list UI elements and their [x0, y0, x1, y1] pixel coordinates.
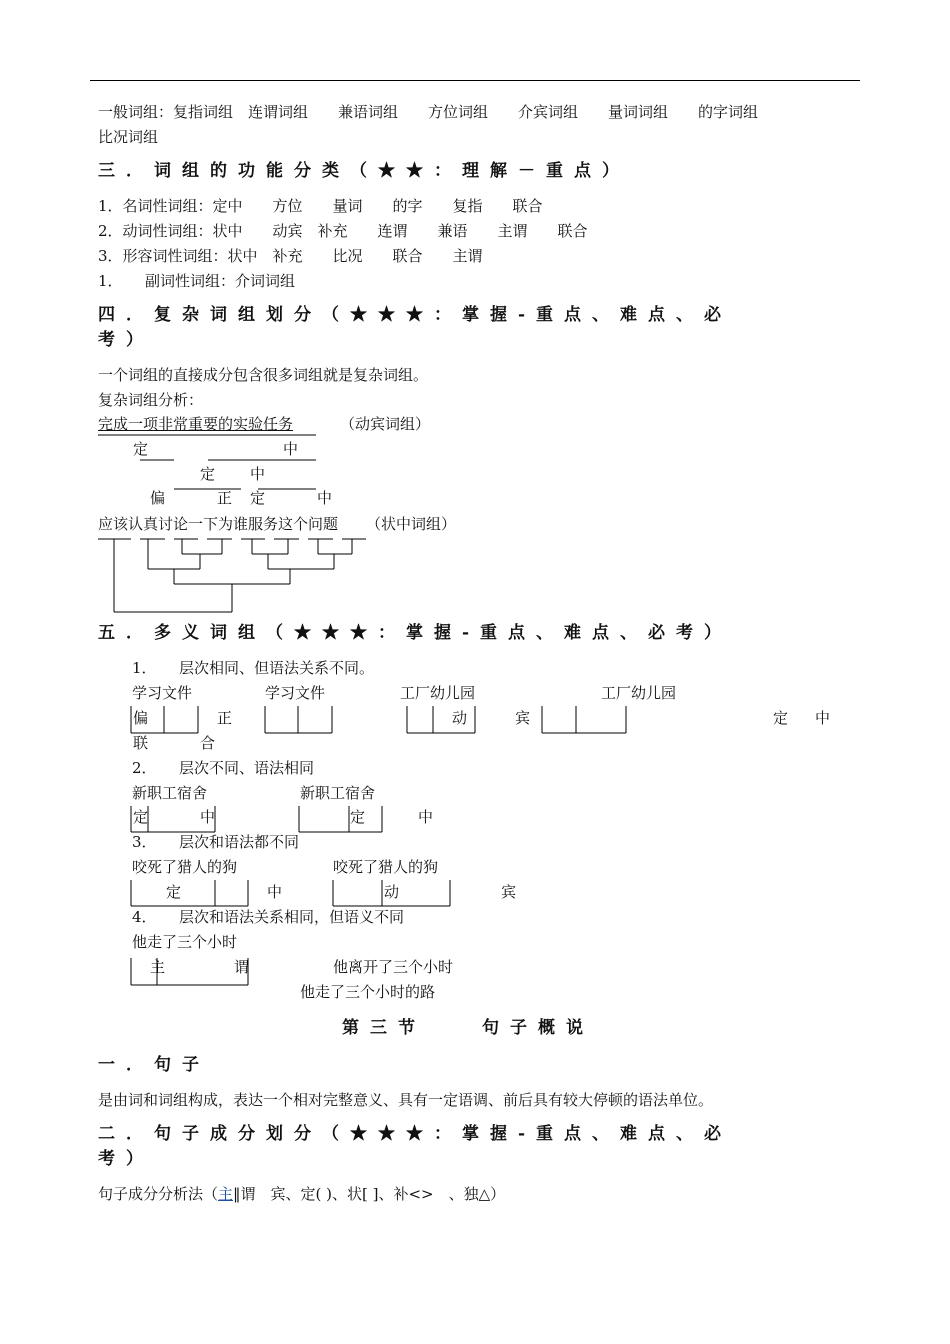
- section-5-heading: 五．多义词组（★★★：掌握-重点、难点、必考）: [98, 623, 733, 643]
- tree-label: 定: [250, 489, 266, 507]
- tree-label: 偏: [150, 489, 166, 507]
- tree-label: 中: [283, 440, 299, 458]
- s5-label: 正: [217, 709, 233, 727]
- section-4-heading-2: 考）: [98, 330, 154, 350]
- section-3-heading: 三．词组的功能分类（★★：理解－重点）: [98, 161, 630, 181]
- tree-label: 正: [217, 489, 233, 507]
- method-subject-link[interactable]: 主: [218, 1185, 234, 1203]
- s5-word: 他离开了三个小时: [333, 958, 454, 976]
- s5-label: 联: [133, 734, 149, 752]
- s5-word: 他走了三个小时: [132, 933, 238, 951]
- tree-label: 定: [200, 465, 216, 483]
- s5-word: 咬死了猎人的狗: [132, 858, 238, 876]
- section-4-heading: 四．复杂词组划分（★★★：掌握-重点、难点、必: [98, 305, 733, 325]
- s5-word: 咬死了猎人的狗: [333, 858, 439, 876]
- tree-label: 中: [317, 489, 333, 507]
- s5-word: 学习文件: [132, 684, 193, 702]
- s5-label: 宾: [515, 709, 531, 727]
- analysis-method: [98, 1185, 505, 1203]
- s5-point-3: 3． 层次和语法都不同: [132, 833, 300, 851]
- section-title: 第三节 句子概说: [342, 1018, 594, 1038]
- sentence-heading: 一．句子: [98, 1055, 210, 1075]
- s5-point-4: 4． 层次和语法关系相同，但语义不同: [132, 908, 405, 926]
- s5-label: 主: [150, 958, 166, 976]
- s3-item-3: 3．形容词性词组：状中 补充 比况 联合 主谓: [98, 247, 483, 265]
- phrase-types-line-2: 比况词组: [98, 128, 159, 146]
- sentence-definition: 是由词和词组构成，表达一个相对完整意义、具有一定语调、前后具有较大停顿的语法单位。: [98, 1091, 714, 1109]
- s5-word: 新职工宿舍: [132, 784, 208, 802]
- s5-label: 定: [166, 883, 182, 901]
- s5-label: 中: [267, 883, 283, 901]
- s5-label: 定: [350, 808, 366, 826]
- s5-label: 合: [200, 734, 216, 752]
- s4-analysis-label: 复杂词组分析：: [98, 391, 204, 409]
- example2-type: （状中词组）: [366, 515, 457, 533]
- s5-label: 动: [452, 709, 468, 727]
- example1-phrase: 完成一项非常重要的实验任务: [98, 415, 294, 433]
- s5-label: 定: [133, 808, 149, 826]
- s5-label: 动: [384, 883, 400, 901]
- s5-word: 学习文件: [265, 684, 326, 702]
- s5-word: 工厂幼儿园: [601, 684, 677, 702]
- s5-label: 定: [773, 709, 789, 727]
- s5-point-2: 2． 层次不同、语法相同: [132, 759, 315, 777]
- tree-label: 定: [133, 440, 149, 458]
- example2-phrase: 应该认真讨论一下为谁服务这个问题: [98, 515, 339, 533]
- s5-word: 他走了三个小时的路: [300, 983, 436, 1001]
- s5-word: 工厂幼儿园: [400, 684, 476, 702]
- example1-type: （动宾词组）: [340, 415, 431, 433]
- tree-label: 中: [250, 465, 266, 483]
- s5-label: 宾: [501, 883, 517, 901]
- method-prefix: 句子成分分析法（: [98, 1185, 219, 1203]
- top-rule: [90, 80, 860, 81]
- sentence-parts-heading: 二．句子成分划分（★★★：掌握-重点、难点、必: [98, 1124, 733, 1144]
- s5-label: 中: [815, 709, 831, 727]
- sentence-parts-heading-2: 考）: [98, 1149, 154, 1169]
- method-rest: ‖谓 宾、定( )、状[ ]、补<> 、独△）: [233, 1185, 506, 1203]
- s3-item-2: 2．动词性词组：状中 动宾 补充 连谓 兼语 主谓 联合: [98, 222, 588, 240]
- s5-label: 中: [200, 808, 216, 826]
- phrase-types-line: 一般词组：复指词组 连谓词组 兼语词组 方位词组 介宾词组 量词词组 的字词组: [98, 103, 759, 121]
- s4-paragraph: 一个词组的直接成分包含很多词组就是复杂词组。: [98, 366, 429, 384]
- s5-word: 新职工宿舍: [300, 784, 376, 802]
- s5-label: 中: [418, 808, 434, 826]
- s5-label: 偏: [133, 709, 149, 727]
- s5-label: 谓: [234, 958, 250, 976]
- s5-point-1: 1． 层次相同、但语法关系不同。: [132, 659, 375, 677]
- s3-item-4: 1． 副词性词组：介词词组: [98, 272, 296, 290]
- s3-item-1: 1．名词性词组：定中 方位 量词 的字 复指 联合: [98, 197, 543, 215]
